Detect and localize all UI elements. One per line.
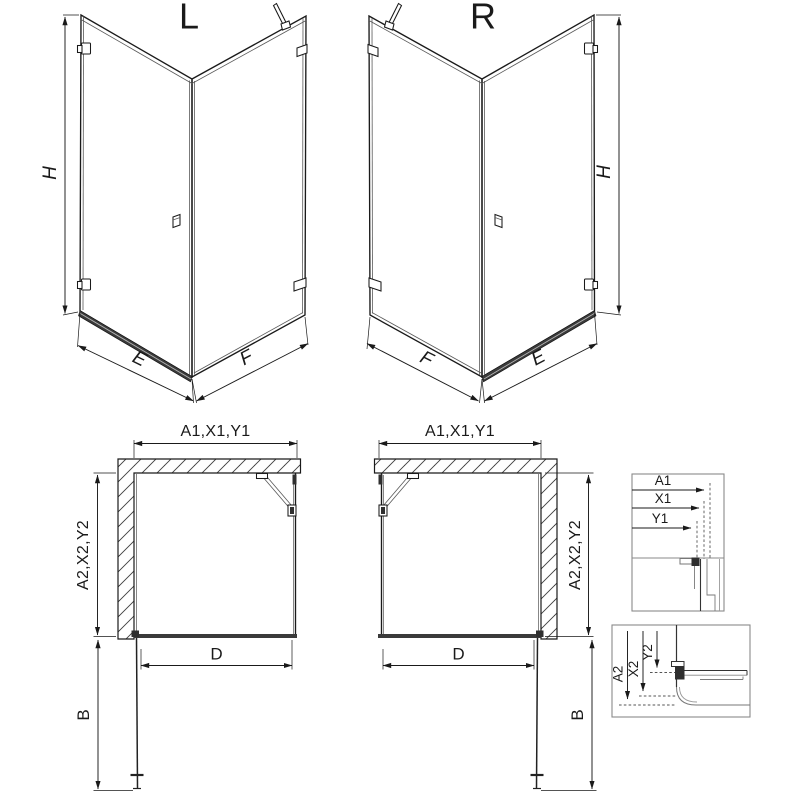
support-brace: [379, 474, 419, 517]
dim-opening: [141, 640, 292, 670]
open-door: [531, 638, 544, 789]
detail-floor-profile: [611, 625, 751, 717]
dim-label-y2: Y2: [640, 644, 655, 661]
dim-door-swing: [541, 640, 597, 791]
hinge-bottom: [585, 279, 598, 290]
support-arm: [385, 4, 402, 31]
dim-width: [379, 423, 541, 458]
threshold-profile: [79, 311, 193, 382]
dim-label-a1: A1: [654, 473, 672, 488]
wall-bracket-bottom: [294, 278, 306, 291]
iso-view-left: [40, 0, 308, 403]
iso-view-right: [367, 0, 621, 403]
support-brace: [257, 474, 297, 517]
dim-label-height: H: [40, 166, 61, 180]
dim-label-a2: A2: [610, 665, 626, 683]
dim-opening: [383, 640, 534, 670]
dim-height-left: [40, 15, 79, 315]
dim-label-x2: X2: [626, 660, 641, 678]
dim-side-left: [192, 317, 308, 403]
dim-label-depth: A2,X2,Y2: [567, 519, 584, 591]
side-glass-panel: [369, 16, 482, 377]
dim-width: [134, 423, 297, 458]
dim-front-right: [482, 313, 597, 403]
detail-wall-profile: [632, 473, 724, 611]
dim-label-door-swing: B: [568, 709, 587, 721]
hinge-top: [585, 43, 598, 54]
dim-label-width: A1,X1,Y1: [180, 423, 251, 440]
dim-label-opening: D: [452, 644, 465, 664]
dim-depth: [75, 473, 116, 637]
wall-hatched: [375, 459, 558, 639]
dim-label-y1: Y1: [651, 511, 669, 526]
hinge-top: [78, 43, 91, 54]
variant-label-right: R: [470, 0, 496, 37]
dim-label-x1: X1: [654, 491, 672, 506]
dim-height-right: [594, 15, 621, 315]
wall-profile-bar: [379, 475, 383, 485]
dim-label-side: F: [416, 347, 437, 372]
dim-front-left: [78, 313, 194, 403]
dim-door-swing: [74, 640, 133, 791]
open-door: [131, 638, 144, 789]
plan-view-left: [74, 423, 301, 791]
dim-label-side: F: [236, 346, 257, 371]
dim-label-height: H: [594, 165, 615, 179]
dim-label-depth: A2,X2,Y2: [75, 519, 92, 591]
dim-label-front: E: [527, 345, 549, 371]
door-handle: [173, 215, 180, 228]
dim-label-front: E: [129, 346, 150, 372]
support-arm: [274, 4, 291, 31]
variant-label-left: L: [178, 0, 200, 37]
door-pivot: [132, 631, 140, 638]
wall-hatched: [118, 459, 301, 639]
wall-profile-bar: [293, 475, 297, 485]
dim-label-width: A1,X1,Y1: [424, 423, 496, 440]
plan-view-right: [375, 423, 597, 791]
dim-side-right: [367, 317, 482, 403]
dim-label-opening: D: [210, 644, 223, 664]
dim-label-door-swing: B: [74, 709, 93, 721]
side-glass-panel: [192, 16, 306, 377]
door-pivot: [536, 631, 544, 638]
door-handle: [495, 215, 502, 228]
wall-bracket-bottom: [369, 278, 381, 291]
